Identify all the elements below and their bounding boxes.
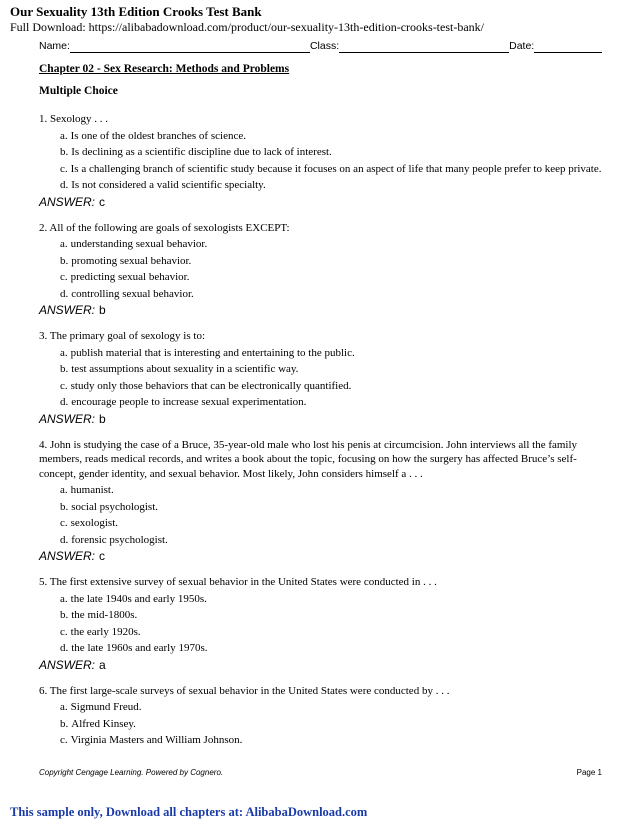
option-d: d. controlling sexual behavior. — [60, 287, 194, 300]
answer-value: b — [99, 411, 106, 426]
option-d: d. Is not considered a valid scientific specialty. — [60, 179, 266, 191]
student-info-line — [39, 39, 602, 53]
page-number: Page 1 — [576, 768, 602, 777]
download-line — [10, 20, 484, 34]
chapter-title: Chapter 02 - Sex Research: Methods and Problems — [39, 63, 290, 75]
option-a: a. Sigmund Freud. — [60, 701, 142, 713]
name-field[interactable] — [70, 42, 310, 53]
page-footer — [39, 768, 602, 778]
answer-value: c — [99, 549, 106, 563]
option-b: b. Alfred Kinsey. — [60, 717, 136, 730]
option-b: b. social psychologist. — [60, 500, 159, 513]
option-c: c. predicting sexual behavior. — [60, 271, 190, 283]
option-c: c. the early 1920s. — [60, 625, 141, 638]
question-stem: 6. The first large-scale surveys of sexual behavior in the United States were conducted by . . . — [39, 684, 450, 697]
option-b: b. the mid-1800s. — [60, 609, 138, 621]
download-link[interactable]: https://alibabadownload.com/product/our-sexuality-13th-edition-crooks-test-bank/ — [88, 20, 485, 34]
answer-line: ANSWER: a — [39, 657, 106, 672]
option-d: d. encourage people to increase sexual experimentation. — [60, 396, 307, 408]
question-1 — [39, 112, 604, 210]
date-label: Date: — [509, 40, 535, 52]
option-a: a. understanding sexual behavior. — [60, 238, 208, 250]
option-b: b. test assumptions about sexuality in a scientific way. — [60, 363, 299, 375]
copyright-text: Copyright Cengage Learning. Powered by Cognero. — [39, 768, 224, 777]
answer-value: b — [99, 303, 106, 317]
question-6 — [39, 684, 604, 748]
option-d: d. forensic psychologist. — [60, 533, 168, 546]
option-a: a. humanist. — [60, 484, 114, 496]
option-c: c. Is a challenging branch of scientific study because it focuses on an aspect of life that many people prefer to keep private. — [60, 162, 602, 175]
option-b: b. promoting sexual behavior. — [60, 254, 192, 267]
option-c: c. study only those behaviors that can be electronically quantified. — [60, 379, 352, 392]
question-stem: 5. The first extensive survey of sexual behavior in the United States were conducted in . . . — [39, 576, 437, 588]
option-c: c. Virginia Masters and William Johnson. — [60, 734, 243, 746]
option-d: d. the late 1960s and early 1970s. — [60, 642, 208, 654]
sample-download-notice[interactable]: This sample only, Download all chapters at: AlibabaDownload.com — [10, 805, 368, 819]
question-stem: 3. The primary goal of sexology is to: — [39, 330, 205, 342]
class-label: Class: — [309, 40, 340, 52]
option-c: c. sexologist. — [60, 517, 119, 529]
answer-value: c — [99, 194, 106, 209]
option-b: b. Is declining as a scientific discipline due to lack of interest. — [60, 146, 332, 158]
download-label: Full Download: — [10, 20, 86, 34]
question-2 — [39, 221, 604, 319]
answer-line: ANSWER: b — [39, 303, 106, 317]
section-title: Multiple Choice — [39, 85, 118, 97]
answer-line: ANSWER: c — [39, 194, 106, 209]
question-stem: 2. All of the following are goals of sexologists EXCEPT: — [39, 221, 290, 234]
question-stem: 1. Sexology . . . — [39, 113, 109, 125]
option-a: a. Is one of the oldest branches of science. — [60, 129, 246, 142]
question-stem: 4. John is studying the case of a Bruce, 35-year-old male who lost his penis at circumcision. John interviews all the family members, reads medical records, and writes a book about the topic, focusing on how the surgery has affected Bruce’s self-concept, gender identity, and sexual behavior. Most likely, John considers himself a . . . — [39, 438, 578, 480]
question-5 — [39, 575, 604, 673]
answer-line: ANSWER: b — [39, 411, 106, 426]
question-4 — [39, 438, 604, 565]
answer-line: ANSWER: c — [39, 549, 106, 563]
question-list — [39, 112, 604, 759]
name-label: Name: — [39, 40, 70, 52]
question-3 — [39, 329, 604, 427]
date-field[interactable] — [534, 42, 602, 53]
option-a: a. the late 1940s and early 1950s. — [60, 592, 207, 605]
answer-value: a — [99, 657, 106, 672]
option-a: a. publish material that is interesting and entertaining to the public. — [60, 346, 355, 359]
class-field[interactable] — [339, 42, 509, 53]
document-title: Our Sexuality 13th Edition Crooks Test Bank — [10, 4, 262, 19]
